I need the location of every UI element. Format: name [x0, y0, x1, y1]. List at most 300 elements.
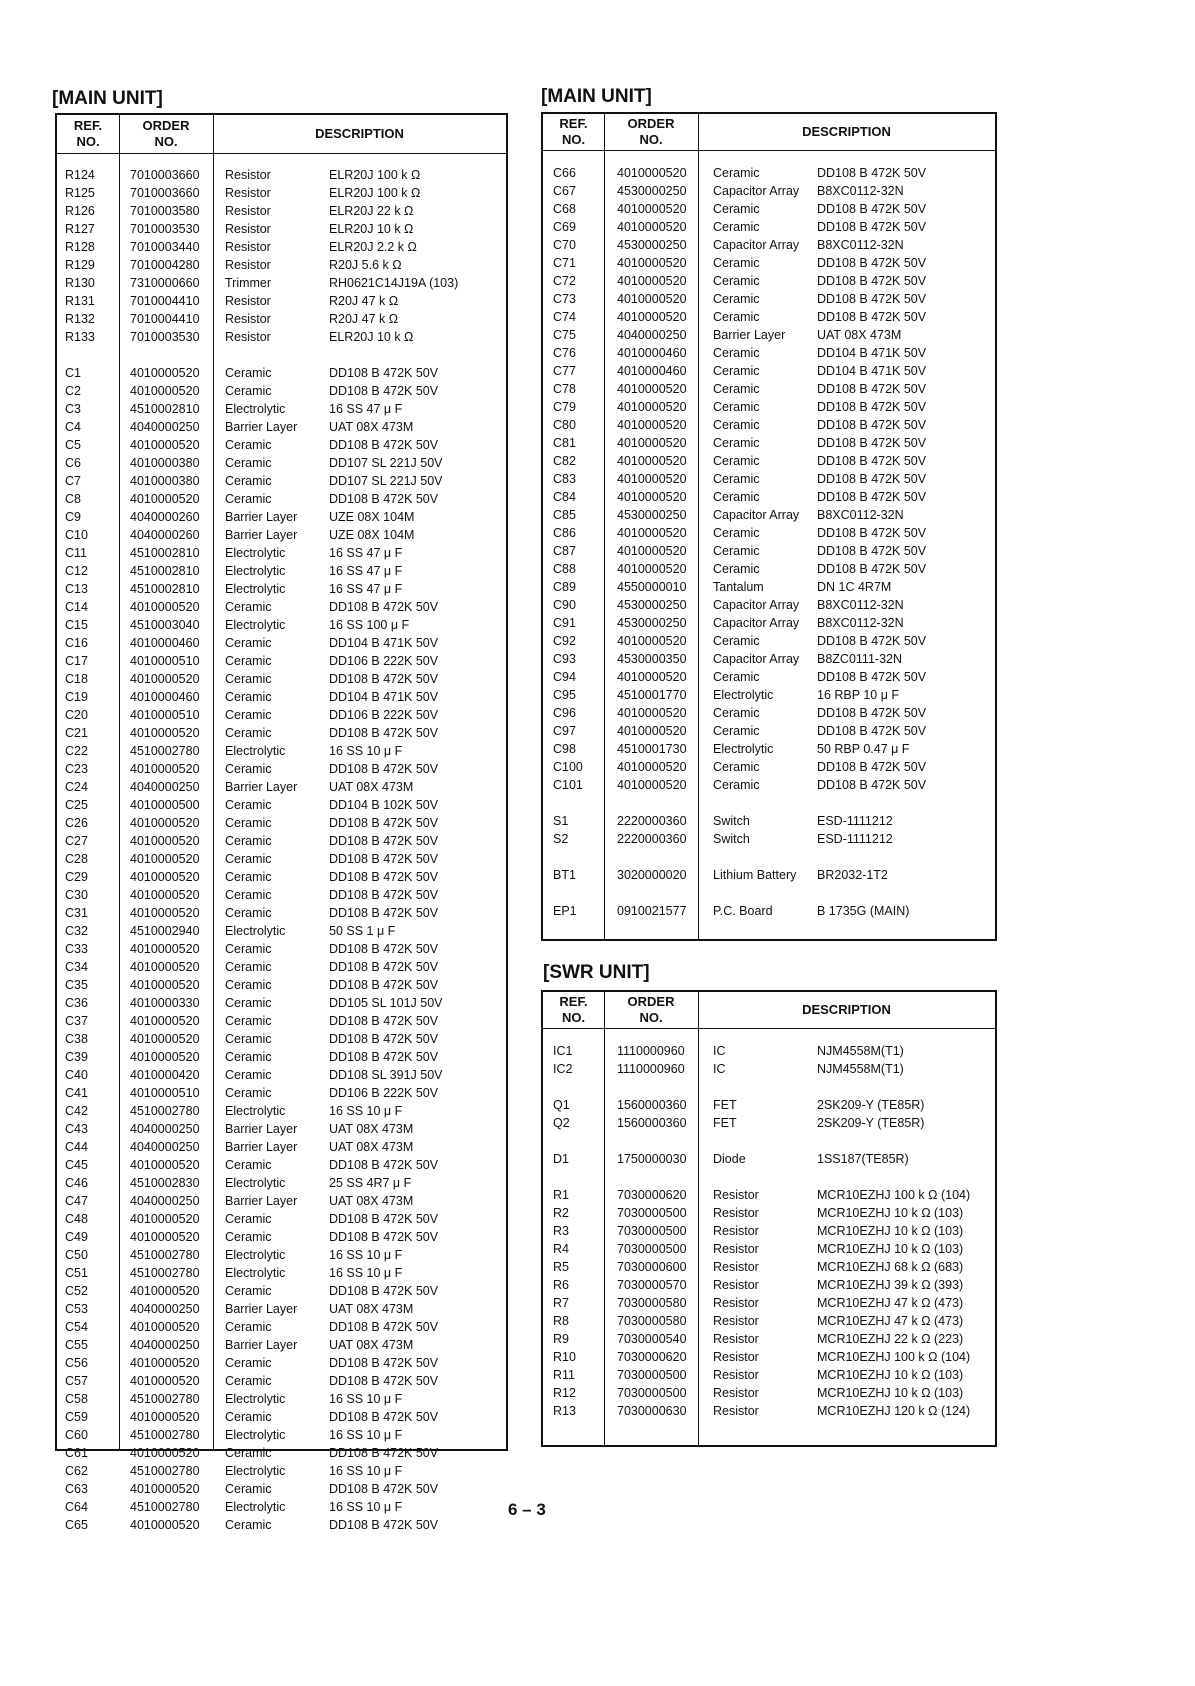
- order-no: 4510002780: [130, 1248, 200, 1262]
- table-row: [543, 1330, 995, 1348]
- part-type: Resistor: [713, 1206, 759, 1220]
- table-row: [543, 740, 995, 758]
- ref-no: C75: [553, 328, 576, 342]
- table-row: [543, 254, 995, 272]
- part-type: Resistor: [713, 1404, 759, 1418]
- part-type: Electrolytic: [225, 564, 286, 578]
- order-no: 4010000520: [617, 256, 687, 270]
- table-row: [57, 1444, 506, 1462]
- order-no: 4040000250: [130, 1140, 200, 1154]
- part-type: Electrolytic: [225, 1104, 286, 1118]
- table-row: [543, 1042, 995, 1060]
- table-row: [57, 1210, 506, 1228]
- table-row: [57, 670, 506, 688]
- table-row: [57, 1120, 506, 1138]
- table-row: [57, 490, 506, 508]
- row-gap: [543, 1078, 995, 1096]
- part-spec: B 1735G (MAIN): [817, 904, 910, 918]
- part-type: Ceramic: [225, 690, 272, 704]
- ref-no: C29: [65, 870, 88, 884]
- table-row: [57, 1498, 506, 1516]
- order-no: 4040000250: [130, 1302, 200, 1316]
- order-no: 7030000580: [617, 1314, 687, 1328]
- part-spec: DD108 B 472K 50V: [329, 978, 439, 992]
- order-no: 7010003580: [130, 204, 200, 218]
- table-row: [543, 560, 995, 578]
- order-no: 4010000520: [617, 490, 687, 504]
- table-row: [57, 166, 506, 184]
- order-no: 4010000520: [130, 1014, 200, 1028]
- order-no: 7010003530: [130, 222, 200, 236]
- part-type: Electrolytic: [225, 618, 286, 632]
- order-no: 4010000520: [617, 634, 687, 648]
- order-no: 4530000250: [617, 598, 687, 612]
- ref-no: R131: [65, 294, 95, 308]
- part-type: Ceramic: [225, 1086, 272, 1100]
- order-no: 4010000520: [617, 400, 687, 414]
- part-type: Electrolytic: [225, 1248, 286, 1262]
- ref-no: C83: [553, 472, 576, 486]
- table-row: [57, 742, 506, 760]
- part-spec: DD108 B 472K 50V: [329, 1446, 439, 1460]
- part-type: Resistor: [713, 1350, 759, 1364]
- part-spec: BR2032-1T2: [817, 868, 888, 882]
- table-row: [543, 1150, 995, 1168]
- ref-no: C6: [65, 456, 81, 470]
- table-row: [57, 1390, 506, 1408]
- ref-no: C92: [553, 634, 576, 648]
- part-type: FET: [713, 1116, 737, 1130]
- ref-no: C20: [65, 708, 88, 722]
- order-no: 0910021577: [617, 904, 687, 918]
- order-no: 4010000520: [617, 706, 687, 720]
- ref-no: R9: [553, 1332, 569, 1346]
- order-no: 7010004410: [130, 312, 200, 326]
- table-row: [543, 866, 995, 884]
- table-row: [543, 1114, 995, 1132]
- part-type: Ceramic: [225, 636, 272, 650]
- ref-no: C28: [65, 852, 88, 866]
- ref-no: C21: [65, 726, 88, 740]
- header-order-no: [604, 994, 698, 1026]
- order-no: 4530000250: [617, 238, 687, 252]
- ref-no: C86: [553, 526, 576, 540]
- header-description-label: DESCRIPTION: [802, 124, 891, 139]
- part-type: Ceramic: [225, 1068, 272, 1082]
- order-no: 4010000520: [130, 1374, 200, 1388]
- part-spec: 50 RBP 0.47 μ F: [817, 742, 910, 756]
- ref-no: C82: [553, 454, 576, 468]
- part-spec: MCR10EZHJ 120 k Ω (124): [817, 1404, 971, 1418]
- order-no: 7030000500: [617, 1224, 687, 1238]
- table-row: [57, 832, 506, 850]
- table-row: [57, 1048, 506, 1066]
- part-spec: DD108 B 472K 50V: [817, 472, 927, 486]
- part-spec: ELR20J 10 k Ω: [329, 330, 414, 344]
- ref-no: C15: [65, 618, 88, 632]
- table-row: [57, 508, 506, 526]
- part-type: Barrier Layer: [225, 528, 298, 542]
- order-no: 4010000460: [617, 346, 687, 360]
- order-no: 4010000500: [130, 798, 200, 812]
- order-no: 4010000520: [130, 906, 200, 920]
- part-spec: DD108 B 472K 50V: [817, 670, 927, 684]
- part-type: Ceramic: [713, 436, 760, 450]
- ref-no: C89: [553, 580, 576, 594]
- part-spec: DD108 B 472K 50V: [329, 870, 439, 884]
- order-no: 4510001730: [617, 742, 687, 756]
- table-row: [57, 328, 506, 346]
- order-no: 4010000520: [617, 292, 687, 306]
- part-spec: MCR10EZHJ 100 k Ω (104): [817, 1188, 971, 1202]
- order-no: 4510002810: [130, 564, 200, 578]
- part-type: Capacitor Array: [713, 238, 800, 252]
- part-type: Ceramic: [713, 778, 760, 792]
- ref-no: R2: [553, 1206, 569, 1220]
- ref-no: C54: [65, 1320, 88, 1334]
- part-spec: 16 SS 10 μ F: [329, 1464, 403, 1478]
- order-no: 4010000520: [617, 472, 687, 486]
- order-no: 4010000520: [617, 760, 687, 774]
- ref-no: R129: [65, 258, 95, 272]
- table-row: [543, 164, 995, 182]
- part-spec: 16 RBP 10 μ F: [817, 688, 900, 702]
- ref-no: C48: [65, 1212, 88, 1226]
- ref-no: C4: [65, 420, 81, 434]
- ref-no: C96: [553, 706, 576, 720]
- ref-no: C50: [65, 1248, 88, 1262]
- part-spec: MCR10EZHJ 10 k Ω (103): [817, 1206, 964, 1220]
- order-no: 4510003040: [130, 618, 200, 632]
- part-spec: ESD-1111212: [817, 832, 893, 846]
- parts-table-main-unit-left: [55, 113, 508, 1532]
- ref-no: R124: [65, 168, 95, 182]
- table-row: [543, 488, 995, 506]
- table-row: [543, 758, 995, 776]
- table-row: [543, 398, 995, 416]
- part-spec: DD108 B 472K 50V: [329, 1518, 439, 1532]
- ref-no: R11: [553, 1368, 576, 1382]
- table-row: [57, 1336, 506, 1354]
- ref-no: C93: [553, 652, 576, 666]
- ref-no: C73: [553, 292, 576, 306]
- part-spec: UAT 08X 473M: [329, 1302, 414, 1316]
- part-spec: DD108 B 472K 50V: [329, 1374, 439, 1388]
- header-ref-line1: REF.: [559, 116, 588, 131]
- part-spec: DD108 B 472K 50V: [329, 1050, 439, 1064]
- ref-no: C27: [65, 834, 88, 848]
- part-type: Ceramic: [225, 1482, 272, 1496]
- part-spec: ELR20J 10 k Ω: [329, 222, 414, 236]
- part-spec: UAT 08X 473M: [329, 1122, 414, 1136]
- table-row: [543, 1366, 995, 1384]
- header-ref-line2: NO.: [561, 1010, 586, 1025]
- table-row: [543, 650, 995, 668]
- order-no: 4010000520: [617, 562, 687, 576]
- order-no: 1560000360: [617, 1116, 687, 1130]
- header-divider: [57, 153, 506, 154]
- part-spec: DD108 B 472K 50V: [817, 526, 927, 540]
- row-gap: [543, 1168, 995, 1186]
- order-no: 4010000520: [617, 310, 687, 324]
- part-type: Ceramic: [225, 996, 272, 1010]
- order-no: 4510002780: [130, 1104, 200, 1118]
- ref-no: C40: [65, 1068, 88, 1082]
- ref-no: R1: [553, 1188, 569, 1202]
- part-spec: MCR10EZHJ 39 k Ω (393): [817, 1278, 964, 1292]
- header-order-line1: ORDER: [627, 116, 675, 131]
- order-no: 7030000540: [617, 1332, 687, 1346]
- part-type: Barrier Layer: [225, 1194, 298, 1208]
- part-spec: DD108 B 472K 50V: [817, 220, 927, 234]
- table-row: [57, 220, 506, 238]
- ref-no: R13: [553, 1404, 576, 1418]
- part-type: Resistor: [713, 1224, 759, 1238]
- table-row: [543, 470, 995, 488]
- part-type: Resistor: [713, 1368, 759, 1382]
- part-spec: B8XC0112-32N: [817, 184, 904, 198]
- part-type: Ceramic: [713, 364, 760, 378]
- part-spec: NJM4558M(T1): [817, 1044, 904, 1058]
- part-type: Ceramic: [713, 400, 760, 414]
- part-spec: DD106 B 222K 50V: [329, 1086, 439, 1100]
- part-type: Ceramic: [713, 526, 760, 540]
- ref-no: C90: [553, 598, 576, 612]
- part-type: Barrier Layer: [713, 328, 786, 342]
- ref-no: C67: [553, 184, 576, 198]
- order-no: 4010000520: [130, 366, 200, 380]
- part-spec: DD108 B 472K 50V: [329, 1356, 439, 1370]
- order-no: 4010000520: [617, 382, 687, 396]
- order-no: 4510001770: [617, 688, 687, 702]
- order-no: 4010000380: [130, 456, 200, 470]
- order-no: 4010000520: [130, 816, 200, 830]
- ref-no: C57: [65, 1374, 88, 1388]
- order-no: 1110000960: [617, 1062, 685, 1076]
- ref-no: C32: [65, 924, 88, 938]
- ref-no: C71: [553, 256, 576, 270]
- part-spec: UZE 08X 104M: [329, 528, 415, 542]
- part-type: Ceramic: [225, 762, 272, 776]
- part-spec: 2SK209-Y (TE85R): [817, 1116, 925, 1130]
- part-type: Resistor: [225, 258, 271, 272]
- table-row: [57, 868, 506, 886]
- part-type: Ceramic: [713, 724, 760, 738]
- part-spec: DD108 B 472K 50V: [329, 366, 439, 380]
- ref-no: C97: [553, 724, 576, 738]
- rows-swr-unit: [543, 1042, 995, 1420]
- part-spec: 16 SS 10 μ F: [329, 1428, 403, 1442]
- parts-table-swr-unit: [541, 990, 997, 1447]
- order-no: 4010000520: [130, 726, 200, 740]
- table-row: [57, 1156, 506, 1174]
- ref-no: R132: [65, 312, 95, 326]
- table-row: [57, 850, 506, 868]
- part-type: P.C. Board: [713, 904, 773, 918]
- part-spec: DD108 B 472K 50V: [329, 726, 439, 740]
- ref-no: C87: [553, 544, 576, 558]
- table-row: [57, 562, 506, 580]
- order-no: 2220000360: [617, 814, 687, 828]
- table-row: [543, 524, 995, 542]
- part-type: Ceramic: [225, 1446, 272, 1460]
- header-order-no: [119, 118, 213, 150]
- table-row: [57, 598, 506, 616]
- order-no: 4510002810: [130, 402, 200, 416]
- ref-no: C101: [553, 778, 583, 792]
- part-type: Ceramic: [713, 706, 760, 720]
- header-description-label: DESCRIPTION: [802, 1002, 891, 1017]
- ref-no: C25: [65, 798, 88, 812]
- part-type: Ceramic: [225, 852, 272, 866]
- part-spec: DD108 B 472K 50V: [329, 1032, 439, 1046]
- header-order-line1: ORDER: [627, 994, 675, 1009]
- section-title-swr-unit: [SWR UNIT]: [543, 962, 650, 983]
- part-type: FET: [713, 1098, 737, 1112]
- ref-no: IC2: [553, 1062, 573, 1076]
- part-type: Resistor: [225, 168, 271, 182]
- ref-no: C41: [65, 1086, 88, 1100]
- part-spec: DD108 B 472K 50V: [329, 672, 439, 686]
- part-type: Ceramic: [225, 708, 272, 722]
- ref-no: Q1: [553, 1098, 570, 1112]
- part-type: Ceramic: [225, 960, 272, 974]
- header-order-line2: NO.: [639, 132, 663, 147]
- part-type: Ceramic: [713, 634, 760, 648]
- table-row: [57, 256, 506, 274]
- part-spec: DD108 B 472K 50V: [329, 1284, 439, 1298]
- part-spec: DD108 B 472K 50V: [817, 436, 927, 450]
- part-spec: DD108 B 472K 50V: [817, 490, 927, 504]
- table-row: [57, 1408, 506, 1426]
- part-type: Electrolytic: [225, 546, 286, 560]
- table-row: [57, 184, 506, 202]
- order-no: 4010000330: [130, 996, 200, 1010]
- table-row: [543, 452, 995, 470]
- part-type: Ceramic: [713, 544, 760, 558]
- order-no: 4010000520: [617, 724, 687, 738]
- ref-no: C44: [65, 1140, 88, 1154]
- table-row: [57, 382, 506, 400]
- order-no: 4010000520: [130, 1032, 200, 1046]
- part-type: Resistor: [713, 1242, 759, 1256]
- part-spec: DD108 B 472K 50V: [817, 760, 927, 774]
- part-type: Ceramic: [225, 1410, 272, 1424]
- table-row: [57, 616, 506, 634]
- part-type: Ceramic: [225, 672, 272, 686]
- order-no: 4010000520: [130, 1320, 200, 1334]
- order-no: 7310000660: [130, 276, 200, 290]
- table-row: [57, 436, 506, 454]
- parts-table-main-unit-right: [541, 112, 997, 941]
- table-row: [543, 1276, 995, 1294]
- part-spec: DD108 SL 391J 50V: [329, 1068, 443, 1082]
- ref-no: R125: [65, 186, 95, 200]
- table-row: [57, 994, 506, 1012]
- part-type: IC: [713, 1044, 726, 1058]
- table-row: [57, 634, 506, 652]
- ref-no: C49: [65, 1230, 88, 1244]
- ref-no: C69: [553, 220, 576, 234]
- table-row: [57, 580, 506, 598]
- order-no: 7010003440: [130, 240, 200, 254]
- order-no: 2220000360: [617, 832, 687, 846]
- part-spec: DD108 B 472K 50V: [817, 544, 927, 558]
- ref-no: C17: [65, 654, 88, 668]
- table-row: [57, 1426, 506, 1444]
- part-type: Resistor: [225, 186, 271, 200]
- ref-no: C33: [65, 942, 88, 956]
- part-spec: 16 SS 10 μ F: [329, 1248, 403, 1262]
- part-type: Resistor: [225, 240, 271, 254]
- ref-no: C85: [553, 508, 576, 522]
- part-type: Ceramic: [225, 888, 272, 902]
- part-type: Electrolytic: [225, 402, 286, 416]
- part-type: Ceramic: [225, 1230, 272, 1244]
- table-row: [57, 652, 506, 670]
- order-no: 7030000600: [617, 1260, 687, 1274]
- part-type: Ceramic: [225, 1050, 272, 1064]
- order-no: 4010000520: [130, 600, 200, 614]
- order-no: 4010000520: [617, 670, 687, 684]
- ref-no: C81: [553, 436, 576, 450]
- ref-no: C36: [65, 996, 88, 1010]
- part-spec: DD108 B 472K 50V: [329, 852, 439, 866]
- ref-no: R6: [553, 1278, 569, 1292]
- part-spec: DD108 B 472K 50V: [329, 960, 439, 974]
- ref-no: C10: [65, 528, 88, 542]
- table-row: [543, 290, 995, 308]
- table-row: [543, 506, 995, 524]
- ref-no: C26: [65, 816, 88, 830]
- table-row: [543, 200, 995, 218]
- part-type: Resistor: [225, 312, 271, 326]
- ref-no: R12: [553, 1386, 576, 1400]
- table-row: [57, 1354, 506, 1372]
- part-spec: ELR20J 22 k Ω: [329, 204, 414, 218]
- part-type: Electrolytic: [225, 924, 286, 938]
- part-spec: MCR10EZHJ 68 k Ω (683): [817, 1260, 964, 1274]
- header-order-line2: NO.: [639, 1010, 663, 1025]
- part-spec: DD108 B 472K 50V: [329, 1014, 439, 1028]
- ref-no: EP1: [553, 904, 577, 918]
- part-type: Capacitor Array: [713, 652, 800, 666]
- part-spec: DD108 B 472K 50V: [329, 1212, 439, 1226]
- header-divider: [543, 150, 995, 151]
- part-type: Resistor: [713, 1278, 759, 1292]
- order-no: 4010000520: [617, 526, 687, 540]
- table-row: [543, 830, 995, 848]
- table-row: [57, 1372, 506, 1390]
- row-gap: [543, 848, 995, 866]
- ref-no: C52: [65, 1284, 88, 1298]
- part-type: Resistor: [713, 1260, 759, 1274]
- ref-no: C64: [65, 1500, 88, 1514]
- part-spec: DD108 B 472K 50V: [817, 166, 927, 180]
- header-ref-line1: REF.: [73, 118, 103, 133]
- table-row: [57, 1138, 506, 1156]
- order-no: 4530000250: [617, 184, 687, 198]
- ref-no: C68: [553, 202, 576, 216]
- ref-no: R133: [65, 330, 95, 344]
- table-row: [543, 1312, 995, 1330]
- table-row: [57, 922, 506, 940]
- part-spec: 16 SS 10 μ F: [329, 1392, 403, 1406]
- part-type: Ceramic: [225, 654, 272, 668]
- part-type: Switch: [713, 814, 750, 828]
- order-no: 1560000360: [617, 1098, 687, 1112]
- ref-no: R128: [65, 240, 95, 254]
